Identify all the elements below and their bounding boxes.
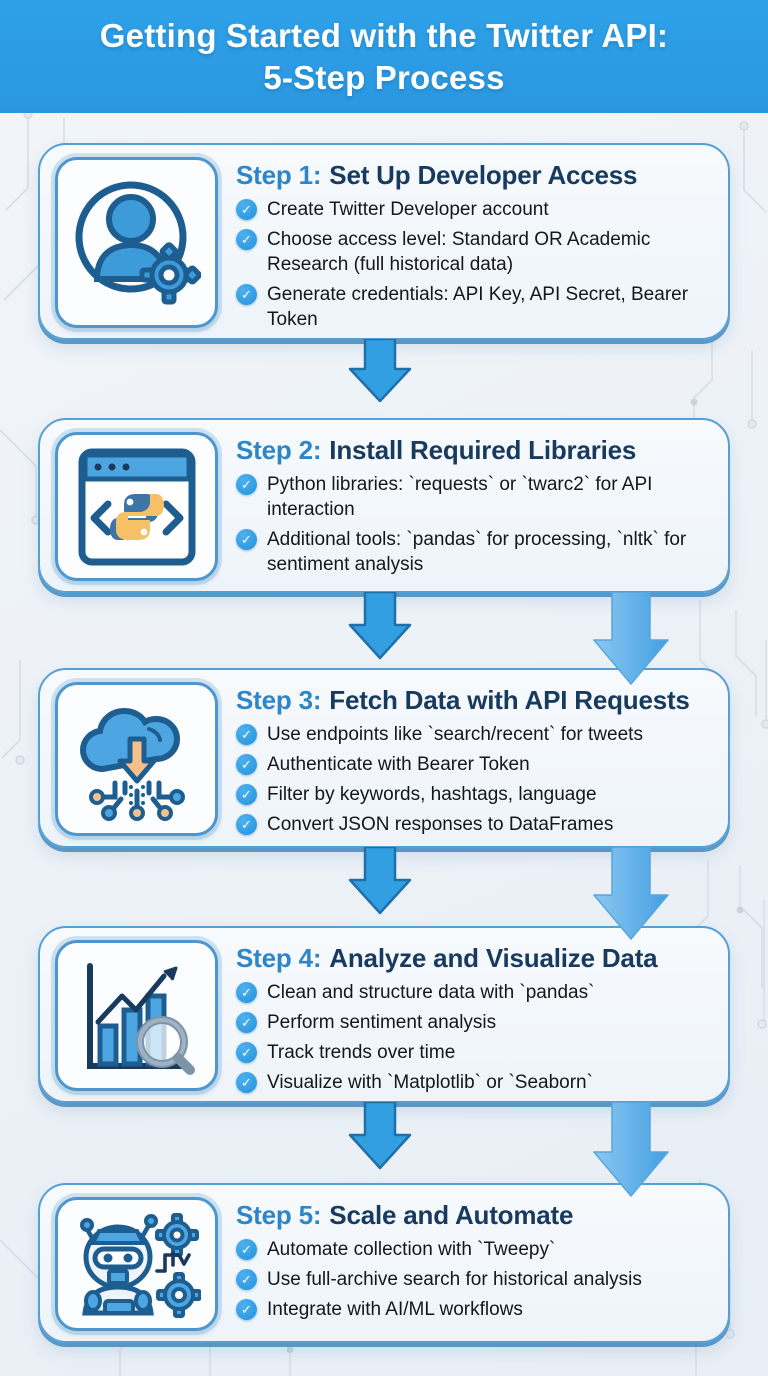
step3-title: Step 3: Fetch Data with API Requests xyxy=(236,685,690,715)
down-arrow-light-icon xyxy=(592,1102,670,1198)
down-arrow-light-icon xyxy=(592,847,670,941)
down-arrow-light-icon xyxy=(592,592,670,686)
step5-label: Step 5: xyxy=(236,1200,322,1230)
step2-icon-box xyxy=(55,432,218,581)
list-item: ✓ Clean and structure data with `pandas` xyxy=(236,980,710,1005)
down-arrow-icon xyxy=(347,1102,413,1170)
check-circle-icon: ✓ xyxy=(236,1269,257,1290)
check-circle-icon: ✓ xyxy=(236,1239,257,1260)
step3-icon-box xyxy=(55,682,218,836)
check-circle-icon: ✓ xyxy=(236,1012,257,1033)
page-title-line1: Getting Started with the Twitter API: xyxy=(99,16,669,54)
check-circle-icon: ✓ xyxy=(236,199,257,220)
check-circle-icon: ✓ xyxy=(236,529,257,550)
check-circle-icon: ✓ xyxy=(236,1042,257,1063)
down-arrow-icon xyxy=(347,592,413,660)
step-card-5 xyxy=(38,1183,730,1343)
cloud-download-icon xyxy=(73,695,201,823)
step5-icon-box xyxy=(55,1197,218,1331)
step5-content xyxy=(236,1185,728,1337)
list-item: ✓ Filter by keywords, hashtags, language xyxy=(236,782,710,807)
robot-gears-icon xyxy=(73,1209,201,1319)
list-item: ✓ Python libraries: `requests` or `twarc2` for API interaction xyxy=(236,472,710,522)
check-circle-icon: ✓ xyxy=(236,982,257,1003)
list-item: ✓ Perform sentiment analysis xyxy=(236,1010,710,1035)
step1-icon-box xyxy=(55,157,218,328)
list-item: ✓ Generate credentials: API Key, API Secret, Bearer Token xyxy=(236,282,710,332)
list-item: ✓ Additional tools: `pandas` for processing, `nltk` for sentiment analysis xyxy=(236,527,710,577)
step4-title: Step 4: Analyze and Visualize Data xyxy=(236,943,658,973)
check-circle-icon: ✓ xyxy=(236,1299,257,1320)
check-circle-icon: ✓ xyxy=(236,1072,257,1093)
check-circle-icon: ✓ xyxy=(236,229,257,250)
list-item: ✓ Automate collection with `Tweepy` xyxy=(236,1237,710,1262)
list-item: ✓ Convert JSON responses to DataFrames xyxy=(236,812,710,837)
list-item: ✓ Choose access level: Standard OR Academic Research (full historical data) xyxy=(236,227,710,277)
list-item: ✓ Use endpoints like `search/recent` for tweets xyxy=(236,722,710,747)
check-circle-icon: ✓ xyxy=(236,784,257,805)
page-title xyxy=(100,15,668,99)
step5-title: Step 5: Scale and Automate xyxy=(236,1200,574,1230)
list-item: ✓ Track trends over time xyxy=(236,1040,710,1065)
step-card-1 xyxy=(38,143,730,340)
step4-icon-box xyxy=(55,940,218,1091)
step3-bullet-list xyxy=(236,722,710,837)
check-circle-icon: ✓ xyxy=(236,814,257,835)
check-circle-icon: ✓ xyxy=(236,754,257,775)
step3-label: Step 3: xyxy=(236,685,322,715)
step1-title: Step 1: Set Up Developer Access xyxy=(236,160,638,190)
step4-bullet-list xyxy=(236,980,710,1095)
step3-content xyxy=(236,670,728,852)
list-item: ✓ Authenticate with Bearer Token xyxy=(236,752,710,777)
step4-content xyxy=(236,928,728,1110)
step2-bullet-list xyxy=(236,472,710,577)
down-arrow-icon xyxy=(347,339,413,403)
step2-label: Step 2: xyxy=(236,435,322,465)
step4-label: Step 4: xyxy=(236,943,322,973)
step1-label: Step 1: xyxy=(236,160,322,190)
list-item: ✓ Use full-archive search for historical analysis xyxy=(236,1267,710,1292)
step-card-3 xyxy=(38,668,730,848)
check-circle-icon: ✓ xyxy=(236,724,257,745)
step5-bullet-list xyxy=(236,1237,710,1322)
chart-magnifier-icon xyxy=(74,954,200,1078)
check-circle-icon: ✓ xyxy=(236,284,257,305)
infographic-header xyxy=(0,0,768,113)
list-item: ✓ Create Twitter Developer account xyxy=(236,197,710,222)
user-gear-icon xyxy=(73,175,201,311)
step2-title: Step 2: Install Required Libraries xyxy=(236,435,637,465)
step-card-4 xyxy=(38,926,730,1103)
page-title-line2: 5-Step Process xyxy=(263,58,505,96)
step1-content xyxy=(236,145,728,347)
down-arrow-icon xyxy=(347,847,413,915)
check-circle-icon: ✓ xyxy=(236,474,257,495)
step2-content xyxy=(236,420,728,592)
list-item: ✓ Visualize with `Matplotlib` or `Seaborn` xyxy=(236,1070,710,1095)
step-card-2 xyxy=(38,418,730,593)
step1-bullet-list xyxy=(236,197,710,332)
python-window-icon xyxy=(74,446,200,568)
list-item: ✓ Integrate with AI/ML workflows xyxy=(236,1297,710,1322)
